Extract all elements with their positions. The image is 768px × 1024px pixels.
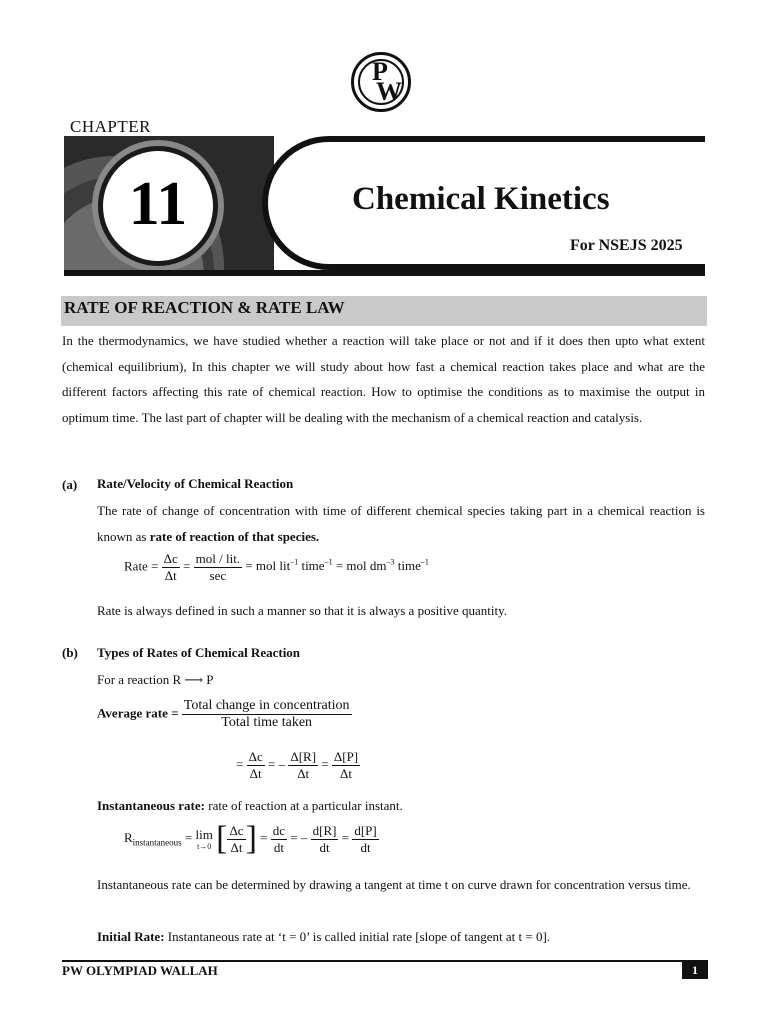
frac-den: dt [273,839,284,855]
chapter-number: 11 [128,170,188,238]
unit-part: time [394,558,421,574]
footer-rule [62,960,708,962]
eq-equals: = [341,829,350,845]
frac-den: Δt [164,568,177,583]
limit-operator [196,827,213,851]
average-rate-equation [97,698,352,731]
unit-exp: –3 [386,558,395,568]
part-a-heading: Rate/Velocity of Chemical Reaction [97,476,294,491]
average-rate-label: Average rate = [97,705,179,721]
fraction-dr-dt-derivative [311,823,339,856]
reaction-line: For a reaction R ⟶ P [97,672,214,687]
frac-den: Δt [340,766,352,781]
delta-equation [236,749,360,782]
frac-num: dc [272,822,286,838]
frac-den: dt [360,839,371,855]
chapter-subtitle: For NSEJS 2025 [570,237,683,254]
chapter-badge-background [64,136,274,276]
frac-num: Total change in concentration [183,698,350,713]
frac-num: Δ[R] [290,749,317,764]
r-symbol: R [124,829,133,845]
frac-num: mol / lit. [195,551,241,566]
eq-equals: = [260,829,268,845]
part-b-letter: (b) [62,645,78,660]
fraction-dp-dt-derivative [352,823,378,856]
fraction-dp-dt [332,749,360,782]
frac-num: d[P] [354,822,377,838]
initial-rate-text: Instantaneous rate at ‘t = 0’ is called initial rate [slope of tangent at t = 0]. [164,929,551,944]
footer-brand: PW OLYMPIAD WALLAH [62,963,218,978]
lim-subscript: t→0 [197,842,212,851]
right-bracket: ] [245,820,257,857]
unit-exp: –1 [324,558,333,568]
eq-equals: = [321,756,329,772]
fraction-dr-dt [288,749,318,782]
fraction-dc-dt [227,823,245,856]
eq-equals: = [184,829,193,845]
eq-equals-minus: = – [267,756,286,772]
logo-letter-w: W [376,77,402,106]
frac-num: Δc [248,749,263,764]
chapter-title: Chemical Kinetics [352,181,610,217]
left-bracket: [ [216,820,228,857]
instantaneous-rate-equation [124,822,379,856]
eq-equals: = [183,558,191,574]
fraction-average-rate [182,698,352,731]
frac-den: Δt [249,766,262,781]
instantaneous-rate-label: Instantaneous rate: [97,798,205,813]
lim-text: lim [195,827,213,842]
tangent-paragraph: Instantaneous rate can be determined by drawing a tangent at time t on curve drawn for concentration versus time. [97,877,691,892]
part-a-definition [97,498,705,549]
unit-part: = mol dm [332,558,387,574]
chapter-number-circle [98,146,218,266]
part-a-heading-row [62,476,77,494]
part-a-note: Rate is always defined in such a manner so that it is always a positive quantity. [97,603,508,618]
frac-den: Δt [297,766,310,781]
frac-den: Δt [230,839,243,855]
chapter-label: CHAPTER [70,117,151,136]
logo-letter-p: P [372,57,388,86]
section-title: RATE OF REACTION & RATE LAW [64,298,345,317]
eq-equals: = [236,756,244,772]
unit-part: time [298,558,325,574]
instantaneous-rate-text: rate of reaction at a particular instant. [204,798,403,813]
eq-rate-label: Rate = [124,558,159,574]
instantaneous-rate-line [97,793,403,819]
frac-den: Total time taken [221,715,313,730]
frac-num: Δ[P] [333,749,359,764]
definition-text: The rate of change of concentration with time of different chemical species taking part in a chemical reaction is known as [97,503,705,544]
intro-paragraph: In the thermodynamics, we have studied whether a reaction will take place or not and if it does then upto what extent (chemical equilibrium), In this chapter we will study about how fast a chemical reaction takes place and what are the different factors affecting this rate of chemical reaction. How to optimise the conditions as to maximise the output in optimum time. The last part of chapter will be dealing with the mechanism of a chemical reaction and catalysis. [62,333,705,425]
frac-den: sec [209,568,227,583]
page-number: 1 [682,961,708,979]
fraction-dc-dt-derivative [271,823,287,856]
eq-units [245,558,429,573]
part-a-letter: (a) [62,477,78,492]
definition-bold: rate of reaction of that species. [149,528,320,544]
part-b-heading: Types of Rates of Chemical Reaction [97,645,301,660]
initial-rate-line [97,924,550,950]
frac-num: Δc [229,822,244,838]
rate-equation [124,551,429,584]
banner-underline [64,270,705,276]
unit-exp: –1 [290,558,299,568]
unit-exp: –1 [420,558,429,568]
frac-num: d[R] [312,822,337,838]
unit-part: = mol lit [245,558,291,574]
fraction-dc-dt [247,749,265,782]
r-subscript: instantaneous [132,837,182,848]
frac-num: Δc [163,551,178,566]
fraction-mol-sec [194,551,242,584]
initial-rate-label: Initial Rate: [97,929,165,944]
eq-equals-minus: = – [290,829,308,845]
frac-den: dt [319,839,330,855]
fraction-dc-dt [162,551,180,584]
pw-logo [351,52,411,112]
